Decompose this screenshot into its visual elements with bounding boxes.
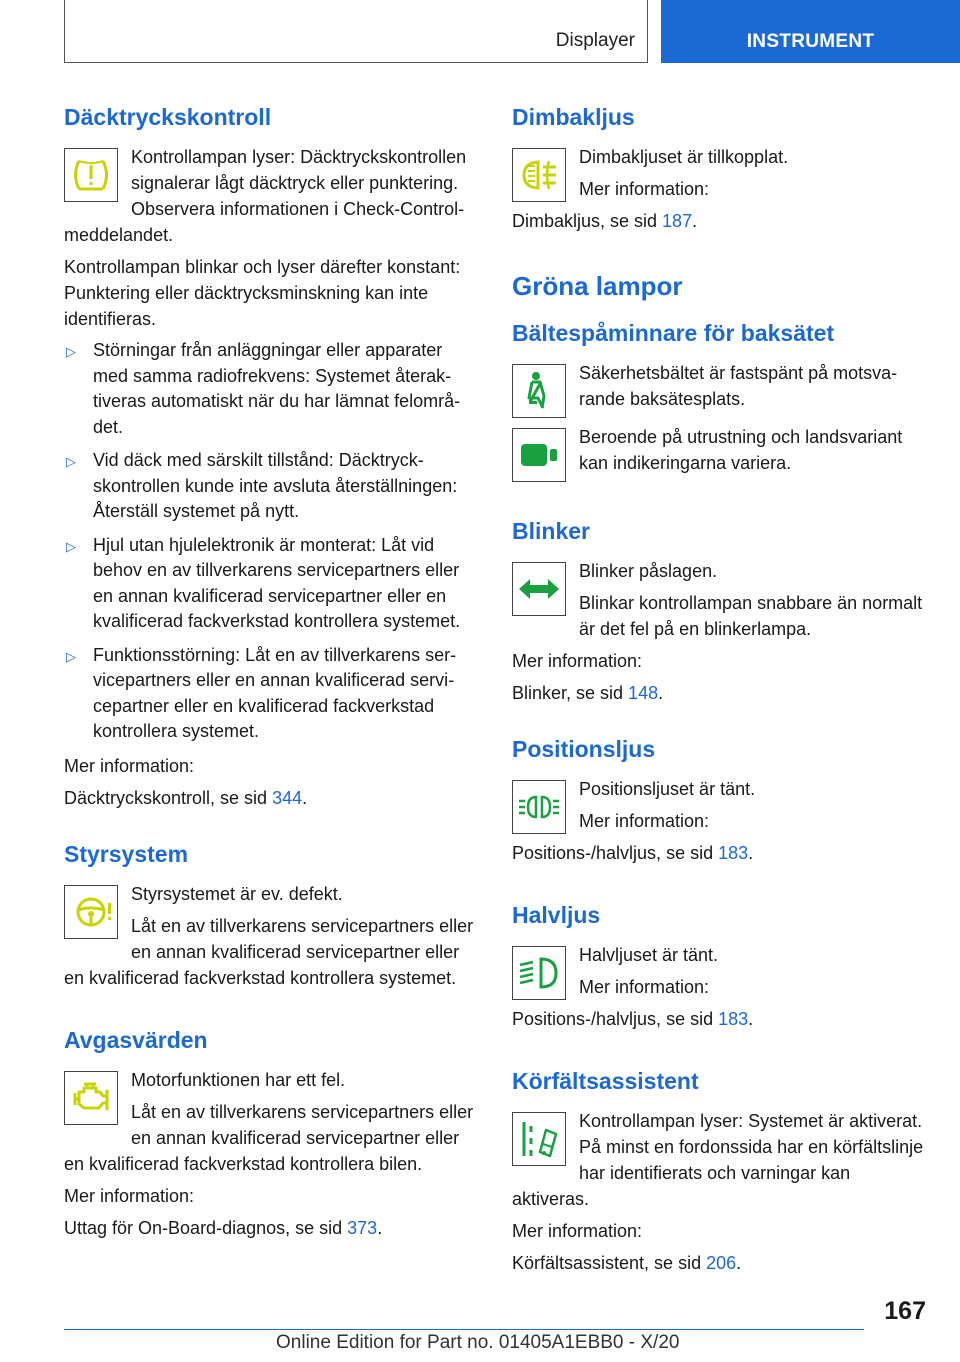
lane-reference: Körfältsassistent, se sid 206. <box>512 1253 742 1273</box>
steering-paragraph-2: Låt en av tillverkarens servicepartners eller en annan kvalificerad servicepartner eller en kvalificerad fackverkstad kontrollera systemet. <box>64 915 474 988</box>
steering-paragraph-1: Styrsystemet är ev. defekt. <box>131 883 343 904</box>
triangle-bullet-icon: ▷ <box>66 454 76 469</box>
list-item: ▷ Störningar från anläggningar eller apparater med samma radiofrekvens: Systemet återaktiveras automatiskt när du har lämnat felområdet. <box>66 340 461 437</box>
belt-indicator-green-icon <box>512 428 566 482</box>
tpms-page-link[interactable]: 344 <box>272 787 303 808</box>
chapter-title-green-lamps: Gröna lampor <box>512 271 683 301</box>
lowbeam-page-link[interactable]: 183 <box>718 1009 749 1029</box>
section-tpms <box>64 100 478 811</box>
emissions-more-info: Mer information: <box>64 1185 195 1206</box>
fog-page-link[interactable]: 187 <box>662 211 693 231</box>
position-light-icon <box>512 780 566 834</box>
lane-assist-icon <box>512 1112 566 1166</box>
section-steering <box>64 837 478 997</box>
section-title-lowbeam: Halvljus <box>512 902 601 928</box>
section-title-steering: Styrsystem <box>64 840 189 867</box>
header-tab-instrument[interactable]: INSTRUMENT <box>661 0 960 63</box>
triangle-bullet-icon: ▷ <box>66 648 76 664</box>
blinker-reference: Blinker, se sid 148. <box>512 683 664 703</box>
section-title-blinker: Blinker <box>512 518 590 544</box>
section-title-position: Positionsljus <box>512 736 656 762</box>
emissions-page-link[interactable]: 373 <box>347 1217 378 1238</box>
section-blinker <box>512 514 924 706</box>
engine-warning-icon <box>64 1071 118 1125</box>
section-lowbeam <box>512 898 924 1038</box>
blinker-page-link[interactable]: 148 <box>628 683 659 703</box>
triangle-bullet-icon: ▷ <box>66 538 76 554</box>
blinker-paragraph-2: Blinkar kontrollampan snabbare än normalt är det fel på en blinkerlampa. <box>579 593 923 639</box>
seatbelt-icon <box>512 364 566 418</box>
header-box <box>64 0 648 63</box>
blinker-paragraph-1: Blinker påslagen. <box>579 561 718 581</box>
section-lane <box>512 1064 924 1276</box>
section-title-lane: Körfältsassistent <box>512 1068 699 1094</box>
lowbeam-more-info: Mer information: <box>579 977 710 997</box>
lane-paragraph-1: Kontrollampan lyser: Systemet är aktiverat. På minst en fordonssida har en körfältslinje har identifierats och varningar kan aktiveras. <box>512 1111 924 1209</box>
position-page-link[interactable]: 183 <box>718 843 749 863</box>
emissions-paragraph-2: Låt en av tillverkarens servicepartners eller en annan kvalificerad servicepartner eller en kvalificerad fackverkstad kontrollera bilen. <box>64 1101 474 1174</box>
rear-fog-light-icon <box>512 148 566 202</box>
fog-more-info: Mer information: <box>579 179 710 199</box>
belt-paragraph-2: Beroende på utrustning och landsvariant kan indikeringarna variera. <box>579 427 903 473</box>
tpms-warning-icon <box>64 148 118 202</box>
position-paragraph-1: Positionsljuset är tänt. <box>579 779 756 799</box>
triangle-bullet-icon: ▷ <box>66 344 76 359</box>
belt-paragraph-1: Säkerhetsbältet är fastspänt på motsvarande baksätesplats. <box>579 363 898 409</box>
steering-wheel-warning-icon <box>64 885 118 939</box>
emissions-paragraph-1: Motorfunktionen har ett fel. <box>131 1069 346 1090</box>
section-title-emissions: Avgasvärden <box>64 1026 208 1053</box>
lowbeam-paragraph-1: Halvljuset är tänt. <box>579 945 719 965</box>
lane-page-link[interactable]: 206 <box>706 1253 737 1273</box>
list-item: ▷ Hjul utan hjulelektronik är monterat: Låt vid behov en av tillverkarens servicepartners eller en annan kvalificerad servicepartner eller en kvalificerad fackverkstad kontrollera systemet. <box>66 534 461 631</box>
header-section-label: Displayer <box>555 30 635 51</box>
section-emissions <box>64 1023 478 1241</box>
left-column <box>64 100 478 1267</box>
tpms-more-info: Mer information: <box>64 755 195 776</box>
section-position <box>512 732 924 872</box>
footer-edition: Online Edition for Part no. 01405A1EBB0 - X/20 <box>276 1332 680 1353</box>
tpms-bullet-list <box>64 338 478 745</box>
tpms-paragraph-2: Kontrollampan blinkar och lyser därefter konstant: Punktering eller däcktrycksminskning kan inte identifieras. <box>64 257 461 329</box>
section-title-fog: Dimbakljus <box>512 104 635 130</box>
section-fog <box>512 100 924 240</box>
emissions-reference: Uttag för On-Board-diagnos, se sid 373. <box>64 1217 383 1238</box>
page-number: 167 <box>884 1297 926 1325</box>
fog-paragraph-1: Dimbakljuset är tillkopplat. <box>579 147 789 167</box>
right-column <box>512 100 924 1302</box>
section-belt <box>512 316 924 488</box>
list-item: ▷ Funktionsstörning: Låt en av tillverkarens servicepartners eller en annan kvalificerad servicepartner eller en kvalificerad fackverkstad kontrollera systemet. <box>66 644 457 741</box>
turn-signal-arrows-icon <box>512 562 566 616</box>
low-beam-icon <box>512 946 566 1000</box>
position-reference: Positions-/halvljus, se sid 183. <box>512 843 754 863</box>
blinker-more-info: Mer information: <box>512 651 643 671</box>
list-item: ▷ Vid däck med särskilt tillstånd: Däcktryckskontrollen kunde inte avsluta återställningen: Återställ systemet på nytt. <box>66 450 458 521</box>
fog-reference: Dimbakljus, se sid 187. <box>512 211 698 231</box>
tpms-paragraph-1: Kontrollampan lyser: Däcktryckskontrollen signalerar lågt däcktryck eller punktering. Observera informationen i Check-Control-meddelandet. <box>64 147 467 245</box>
tpms-reference: Däcktryckskontroll, se sid 344. <box>64 787 308 808</box>
lane-more-info: Mer information: <box>512 1221 643 1241</box>
section-title-belt: Bältespåminnare för baksätet <box>512 320 835 346</box>
lowbeam-reference: Positions-/halvljus, se sid 183. <box>512 1009 754 1029</box>
section-title-tpms: Däcktryckskontroll <box>64 104 272 130</box>
footer-divider <box>64 1329 864 1330</box>
position-more-info: Mer information: <box>579 811 710 831</box>
